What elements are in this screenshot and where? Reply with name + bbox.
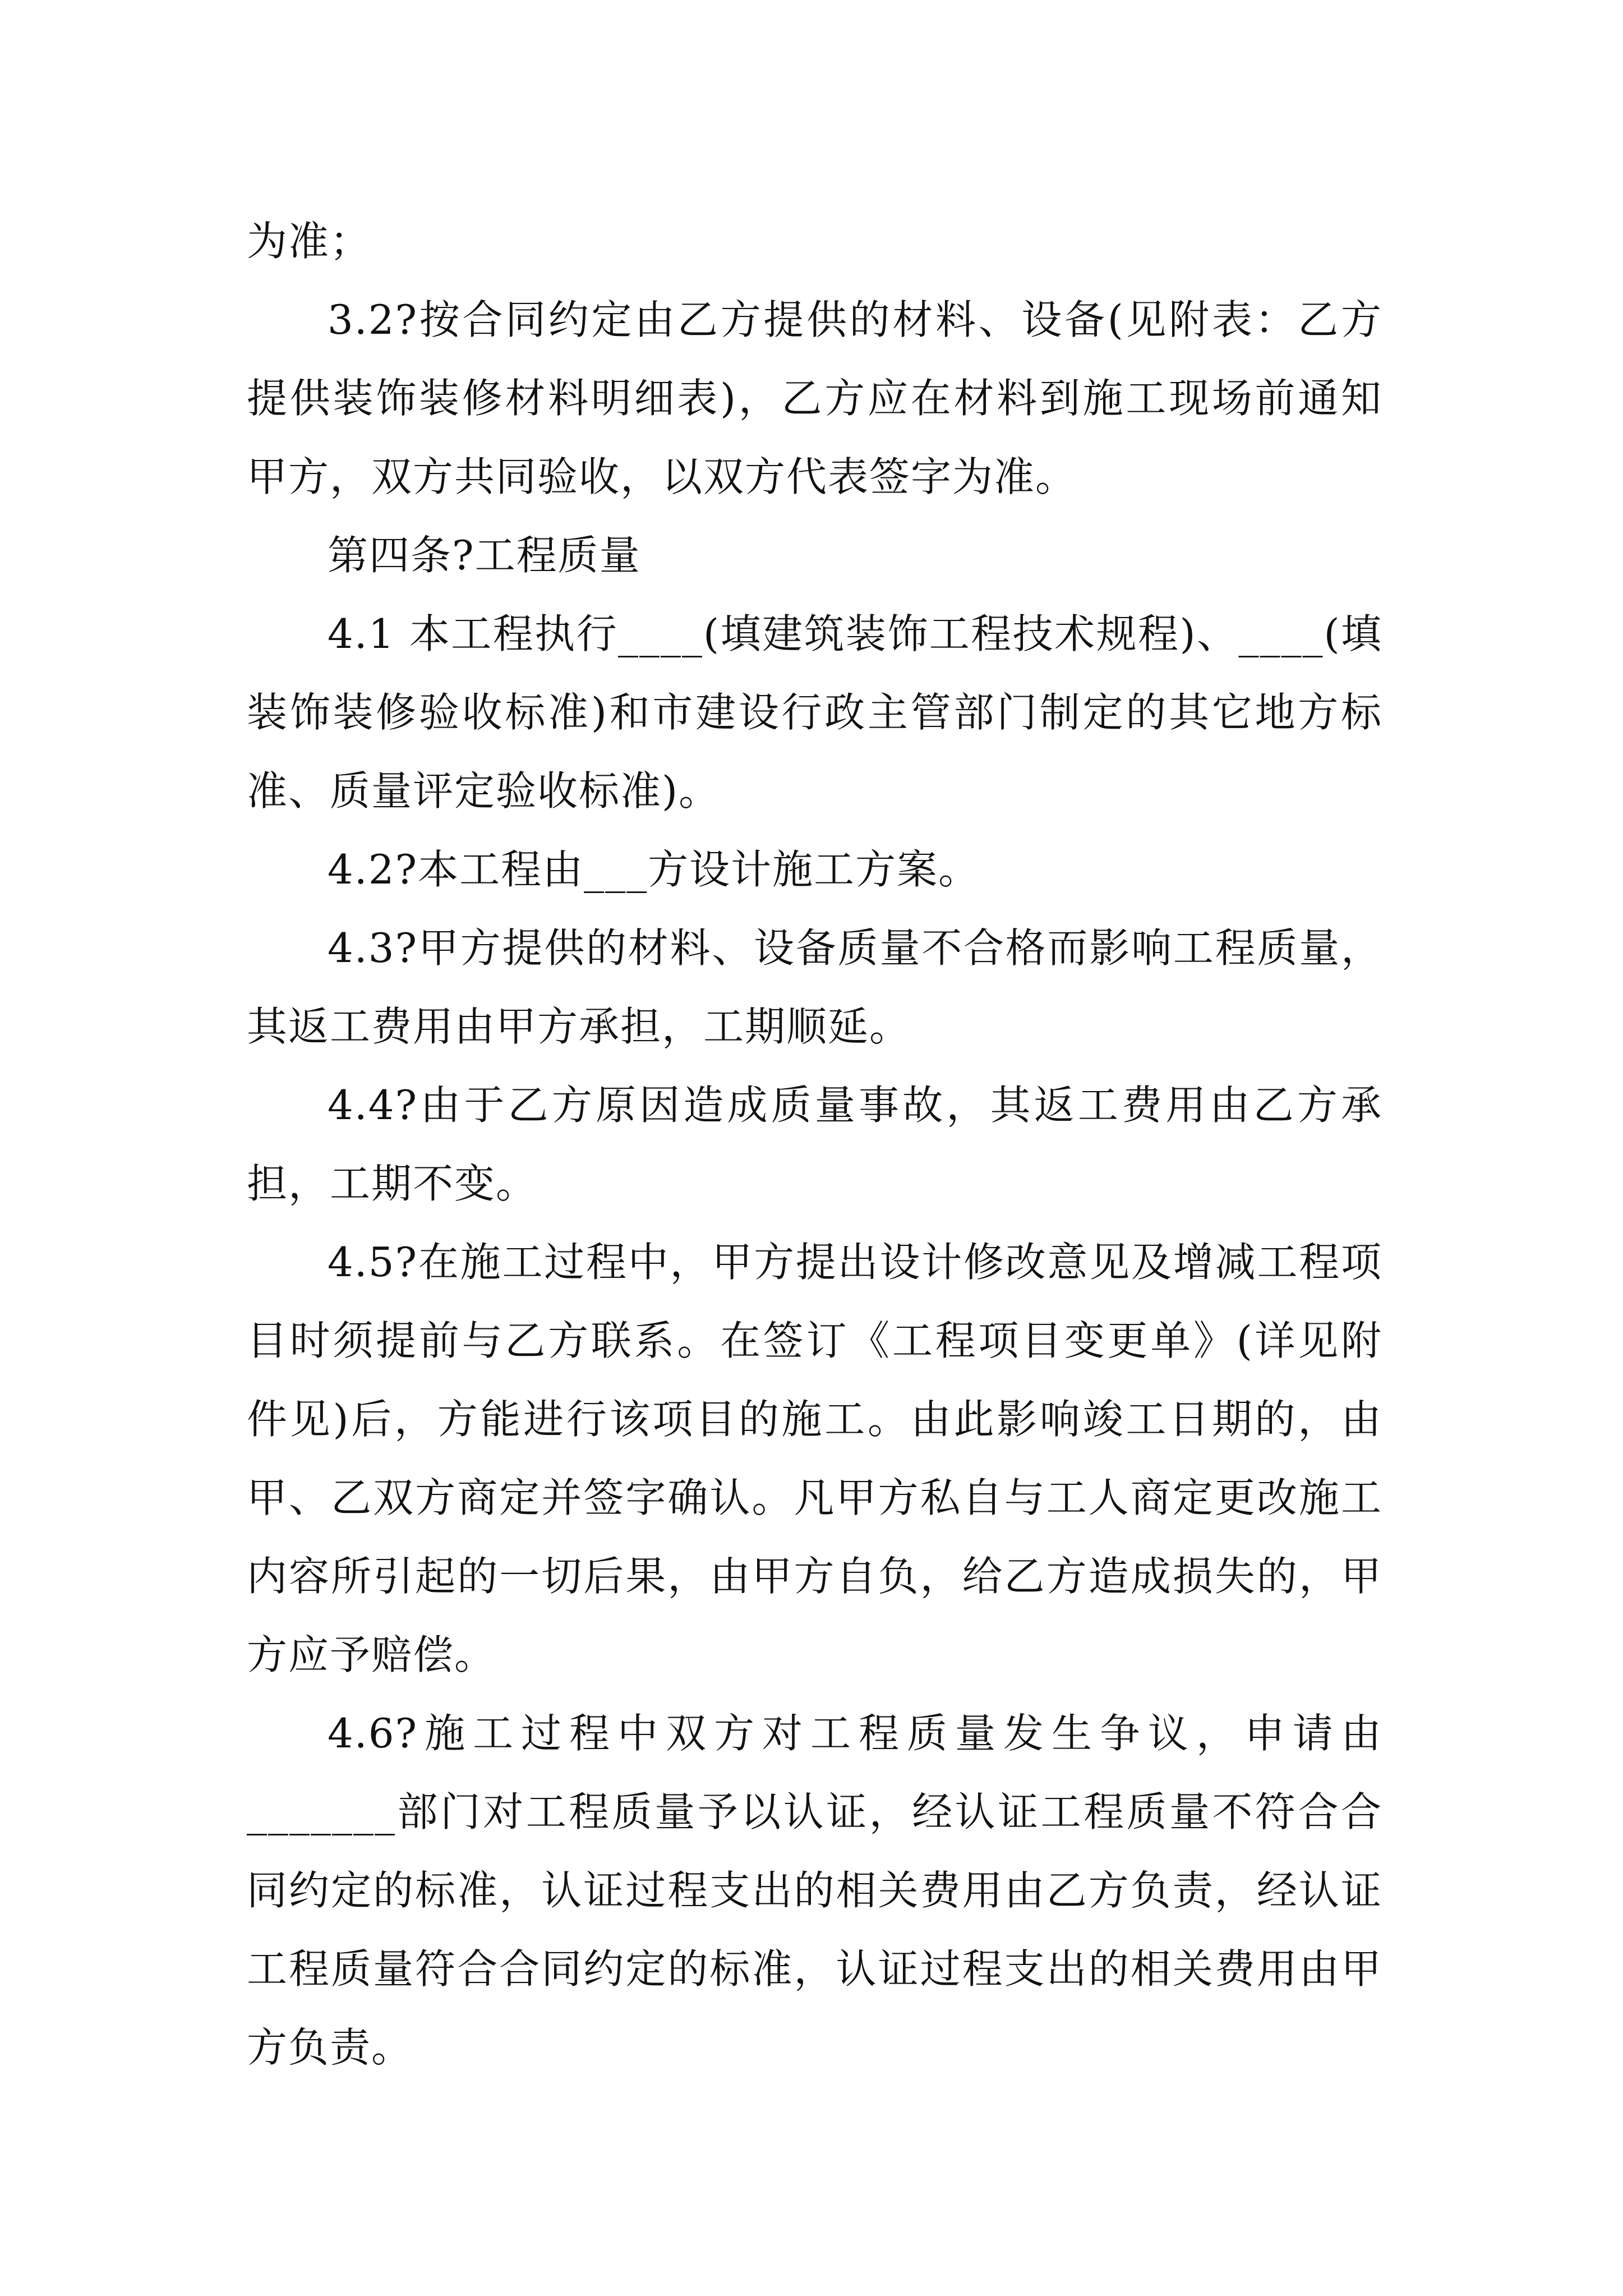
section-heading-article-4: 第四条?工程质量 bbox=[328, 532, 641, 579]
paragraph-4-2: 4.2?本工程由___方设计施工方案。 bbox=[328, 846, 980, 893]
paragraph-continuation: 为准； bbox=[247, 218, 372, 265]
paragraph-3-2: 3.2?按合同约定由乙方提供的材料、设备(见附表：乙方提供装饰装修材料明细表)，乙方应在材料到施工现场前通知甲方，双方共同验收，以双方代表签字为准。 bbox=[247, 296, 1382, 500]
paragraph-4-1: 4.1 本工程执行____(填建筑装饰工程技术规程)、____(填装饰装修验收标准)和市建设行政主管部门制定的其它地方标准、质量评定验收标准)。 bbox=[247, 610, 1382, 815]
document-body bbox=[247, 202, 1382, 2087]
paragraph-4-3: 4.3?甲方提供的材料、设备质量不合格而影响工程质量，其返工费用由甲方承担，工期顺延。 bbox=[247, 924, 1382, 1050]
paragraph-4-4: 4.4?由于乙方原因造成质量事故，其返工费用由乙方承担，工期不变。 bbox=[247, 1082, 1382, 1207]
paragraph-4-5: 4.5?在施工过程中，甲方提出设计修改意见及增减工程项目时须提前与乙方联系。在签订《工程项目变更单》(详见附件见)后，方能进行该项目的施工。由此影响竣工日期的，由甲、乙双方商定并签字确认。凡甲方私自与工人商定更改施工内容所引起的一切后果，由甲方自负，给乙方造成损失的，甲方应予赔偿。 bbox=[247, 1239, 1382, 1678]
paragraph-4-6: 4.6?施工过程中双方对工程质量发生争议，申请由_______部门对工程质量予以认证，经认证工程质量不符合合同约定的标准，认证过程支出的相关费用由乙方负责，经认证工程质量符合合同约定的标准，认证过程支出的相关费用由甲方负责。 bbox=[247, 1710, 1382, 2071]
